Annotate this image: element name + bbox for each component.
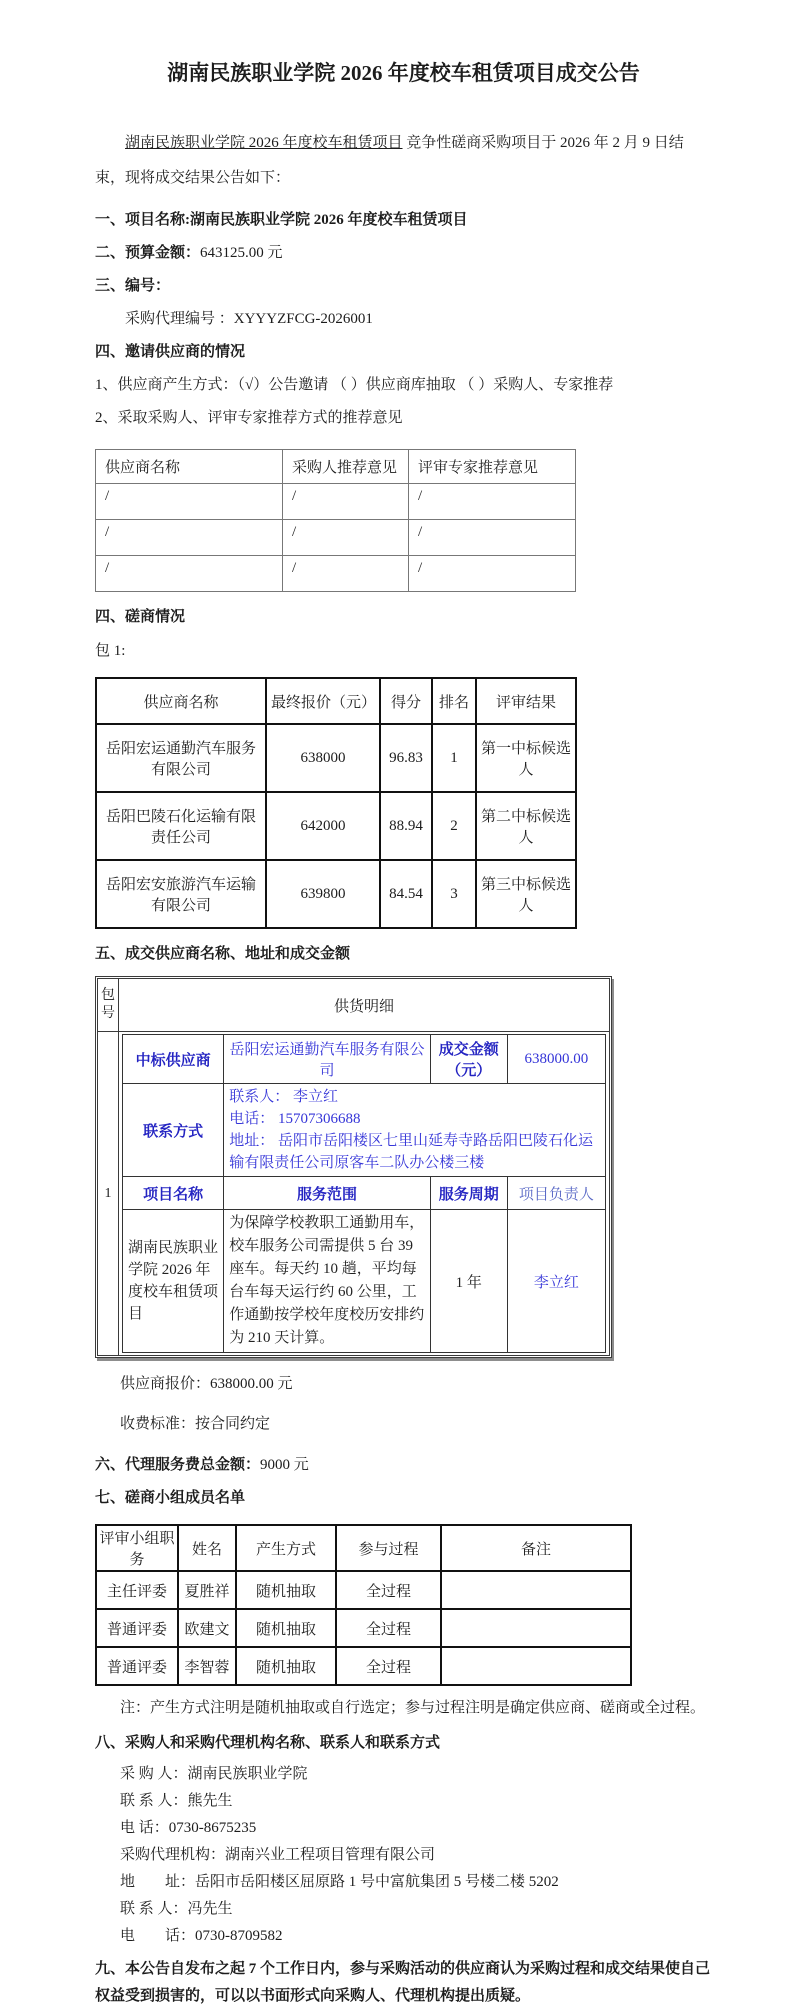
- table-row: [96, 1609, 631, 1647]
- committee-table: [95, 1524, 632, 1686]
- winner-label: 中标供应商: [123, 1035, 224, 1084]
- fee-standard-line: 收费标准：按合同约定: [120, 1416, 271, 1432]
- agency-line: 采购代理机构：湖南兴业工程项目管理有限公司: [120, 1847, 436, 1863]
- method-cell: 随机抽取: [236, 1609, 336, 1647]
- winner-row: [123, 1035, 606, 1084]
- process-cell: 全过程: [336, 1647, 441, 1685]
- detail-header-row: [123, 1177, 606, 1210]
- section-5-award: 五、成交供应商名称、地址和成交金额: [95, 946, 351, 962]
- service-scope-cell: 为保障学校教职工通勤用车，校车服务公司需提供 5 台 39 座车。每天约 10 趟，平均每台车每天运行约 60 公里，工作通勤按学校年度校历安排约为 210 天计算。: [224, 1210, 431, 1353]
- header-cell: 供应商名称: [96, 678, 266, 724]
- section-3-number: 三、编号：: [95, 278, 171, 294]
- detail-row: [123, 1210, 606, 1353]
- role-cell: 普通评委: [96, 1647, 178, 1685]
- committee-note: 注：产生方式注明是随机抽取或自行选定；参与过程注明是确定供应商、磋商或全过程。: [120, 1700, 706, 1716]
- contact-person-line: 联 系 人：熊先生: [120, 1793, 233, 1809]
- award-inner-table: [122, 1034, 606, 1353]
- period-col-header: 服务周期: [430, 1177, 507, 1210]
- package-1-label: 包 1:: [95, 643, 126, 659]
- recommend-table: [95, 449, 576, 592]
- table-row: [96, 792, 576, 860]
- project-col-header: 项目名称: [123, 1177, 224, 1210]
- address-line: 地 址：岳阳市岳阳楼区屈原路 1 号中富航集团 5 号楼二楼 5202: [120, 1874, 559, 1890]
- supplier-quote-line: 供应商报价：638000.00 元: [120, 1376, 293, 1392]
- table-header-row: [96, 678, 576, 724]
- header-cell: 评审小组职务: [96, 1525, 178, 1571]
- header-cell: 最终报价（元）: [266, 678, 380, 724]
- supplier-name-cell: 岳阳宏安旅游汽车运输有限公司: [96, 860, 266, 928]
- table-cell: /: [283, 520, 409, 556]
- name-cell: 李智蓉: [178, 1647, 236, 1685]
- intro-paragraph: [95, 126, 712, 196]
- header-cell: 参与过程: [336, 1525, 441, 1571]
- phone-line-2: 电 话：0730-8709582: [120, 1928, 283, 1944]
- table-cell: /: [96, 520, 283, 556]
- contact-person: 联系人： 李立红: [229, 1089, 339, 1105]
- table-row: [96, 1571, 631, 1609]
- rank-cell: 1: [432, 724, 476, 792]
- contact-label: 联系方式: [123, 1084, 224, 1177]
- contact-row: [123, 1084, 606, 1177]
- table-header-row: [96, 450, 576, 484]
- result-cell: 第三中标候选人: [476, 860, 576, 928]
- score-cell: 96.83: [380, 724, 432, 792]
- manager-col-header: 项目负责人: [507, 1177, 605, 1210]
- header-cell: 采购人推荐意见: [283, 450, 409, 484]
- remark-cell: [441, 1571, 631, 1609]
- method-cell: 随机抽取: [236, 1571, 336, 1609]
- contact-block: [95, 1761, 712, 1950]
- result-cell: 第二中标候选人: [476, 792, 576, 860]
- name-cell: 夏胜祥: [178, 1571, 236, 1609]
- process-cell: 全过程: [336, 1609, 441, 1647]
- closing-paragraph: 九、本公告自发布之起 7 个工作日内，参与采购活动的供应商认为采购过程和成交结果使自己权益受到损害的，可以以书面形式向采购人、代理机构提出质疑。: [95, 1961, 711, 2004]
- header-cell: 姓名: [178, 1525, 236, 1571]
- table-row: [96, 860, 576, 928]
- role-cell: 普通评委: [96, 1609, 178, 1647]
- recommend-opinion-line: 2、采取采购人、评审专家推荐方式的推荐意见: [95, 410, 403, 426]
- supplier-name-cell: 岳阳宏运通勤汽车服务有限公司: [96, 724, 266, 792]
- contact-address: 地址： 岳阳市岳阳楼区七里山延寿寺路岳阳巴陵石化运输有限责任公司原客车二队办公楼三楼: [229, 1133, 594, 1171]
- table-row: [96, 556, 576, 592]
- project-name-underlined: 湖南民族职业学院 2026 年度校车租赁项目: [125, 135, 403, 151]
- table-cell: /: [96, 484, 283, 520]
- table-row: [96, 484, 576, 520]
- package-no-header: 包号: [98, 979, 119, 1032]
- result-cell: 第一中标候选人: [476, 724, 576, 792]
- supplier-source-line: 1、供应商产生方式：（√）公告邀请 （ ）供应商库抽取 （ ）采购人、专家推荐: [95, 377, 614, 393]
- table-cell: /: [409, 520, 576, 556]
- section-1-project-name: 一、项目名称:湖南民族职业学院 2026 年度校车租赁项目: [95, 212, 468, 228]
- negotiation-table: [95, 677, 577, 929]
- header-cell: 供应商名称: [96, 450, 283, 484]
- amount-value: 638000.00: [507, 1035, 605, 1084]
- section-6-agency-fee: 六、代理服务费总金额：9000 元: [95, 1457, 309, 1473]
- agency-code-line: 采购代理编号 ：XYYYZFCG-2026001: [125, 311, 373, 327]
- table-cell: /: [96, 556, 283, 592]
- table-cell: /: [409, 484, 576, 520]
- header-cell: 评审结果: [476, 678, 576, 724]
- score-cell: 88.94: [380, 792, 432, 860]
- contact-info: [224, 1084, 606, 1177]
- table-cell: /: [283, 484, 409, 520]
- project-manager-cell: 李立红: [507, 1210, 605, 1353]
- table-row: [96, 520, 576, 556]
- page-title: 湖南民族职业学院 2026 年度校车租赁项目成交公告: [167, 61, 640, 85]
- section-4-invite: 四、邀请供应商的情况: [95, 344, 246, 360]
- package-number: 1: [98, 1032, 119, 1356]
- remark-cell: [441, 1609, 631, 1647]
- remark-cell: [441, 1647, 631, 1685]
- role-cell: 主任评委: [96, 1571, 178, 1609]
- rank-cell: 3: [432, 860, 476, 928]
- award-table: [95, 976, 612, 1358]
- method-cell: 随机抽取: [236, 1647, 336, 1685]
- section-2-budget: 二、预算金额：643125.00 元: [95, 245, 283, 261]
- header-cell: 评审专家推荐意见: [409, 450, 576, 484]
- rank-cell: 2: [432, 792, 476, 860]
- table-cell: /: [409, 556, 576, 592]
- header-cell: 备注: [441, 1525, 631, 1571]
- purchaser-line: 采 购 人：湖南民族职业学院: [120, 1766, 308, 1782]
- phone-line: 电 话：0730-8675235: [120, 1820, 257, 1836]
- section-8-contacts: 八、采购人和采购代理机构名称、联系人和联系方式: [95, 1735, 441, 1751]
- supplier-name-cell: 岳阳巴陵石化运输有限责任公司: [96, 792, 266, 860]
- price-cell: 638000: [266, 724, 380, 792]
- header-cell: 排名: [432, 678, 476, 724]
- table-header-row: [96, 1525, 631, 1571]
- amount-label: 成交金额（元）: [430, 1035, 507, 1084]
- section-4b-negotiation: 四、磋商情况: [95, 609, 186, 625]
- intro-text: 竞争性磋商采购项目于 2026 年 2 月 9 日结束，现将成交结果公告如下：: [95, 135, 684, 186]
- table-row: [96, 724, 576, 792]
- table-cell: /: [283, 556, 409, 592]
- process-cell: 全过程: [336, 1571, 441, 1609]
- table-row: [96, 1647, 631, 1685]
- header-cell: 产生方式: [236, 1525, 336, 1571]
- supply-detail-header: 供货明细: [119, 979, 610, 1032]
- price-cell: 642000: [266, 792, 380, 860]
- contact-person-line-2: 联 系 人：冯先生: [120, 1901, 233, 1917]
- section-7-committee: 七、磋商小组成员名单: [95, 1490, 246, 1506]
- scope-col-header: 服务范围: [224, 1177, 431, 1210]
- service-period-cell: 1 年: [430, 1210, 507, 1353]
- header-cell: 得分: [380, 678, 432, 724]
- contact-phone: 电话： 15707306688: [229, 1111, 361, 1127]
- winner-name: 岳阳宏运通勤汽车服务有限公司: [224, 1035, 431, 1084]
- price-cell: 639800: [266, 860, 380, 928]
- project-name-cell: 湖南民族职业学院 2026 年度校车租赁项目: [123, 1210, 224, 1353]
- score-cell: 84.54: [380, 860, 432, 928]
- name-cell: 欧建文: [178, 1609, 236, 1647]
